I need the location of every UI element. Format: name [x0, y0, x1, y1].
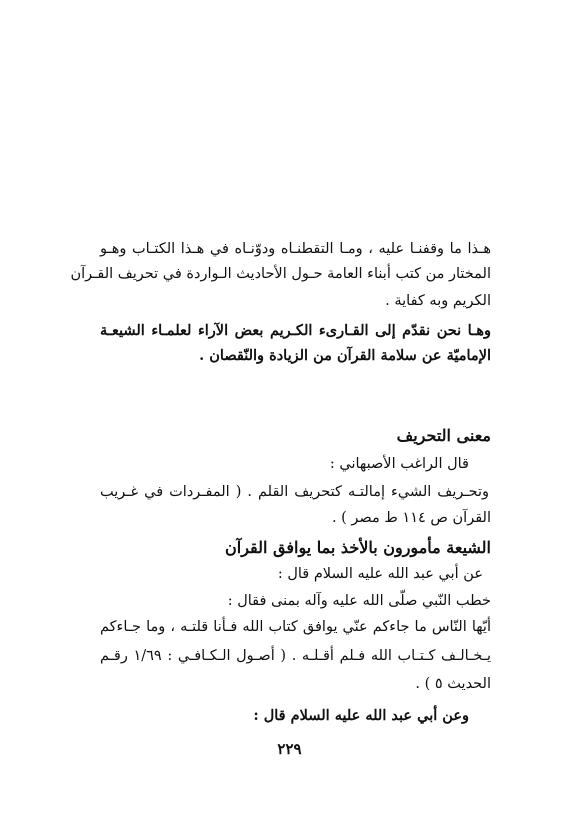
section-2-line-2: خطب النّبي صلّى الله عليه وآله بمنى فقال : — [227, 593, 491, 609]
paragraph-2-line-2: الإماميّة عن سلامة القرآن من الزيادة والنّقصان . — [199, 347, 491, 364]
section-2-line-1: عن أبي عبد الله عليه السلام قال : — [277, 566, 483, 582]
section-2-line-3: أيّها النّاس ما جاءكم عنّي يوافق كتاب الله فـأنا قلتـه ، وما جـاءكم — [100, 619, 491, 635]
section-1-line-3: القرآن ص ١١٤ ط مصر ) . — [331, 510, 491, 526]
paragraph-1-line-1: هـذا ما وقفنـا عليه ، ومـا التقطنـاه ودوّنـاه في هـذا الكتـاب وهـو — [100, 241, 491, 257]
section-2-heading: الشيعة مأمورون بالأخذ بما يوافق القرآن — [225, 538, 491, 557]
section-2-line-4: يـخـالـف كـتـاب الله فـلم أقـلـه . ( أصـول الـكـافـي : ١/٦٩ رقـم — [100, 648, 491, 664]
section-2-line-6: وعن أبي عبد الله عليه السلام قال : — [253, 707, 469, 724]
paragraph-1-line-3: الكريم وبه كفاية . — [385, 293, 491, 309]
section-1-line-1: قال الراغب الأصبهاني : — [329, 456, 469, 472]
page-number: ٢٢٩ — [277, 740, 302, 758]
section-1-line-2: وتحـريف الشيء إمالتـه كتحريف القلم . ( المفـردات في غـريب — [100, 484, 489, 500]
section-2-line-5: الحديث ٥ ) . — [415, 676, 491, 692]
section-1-heading: معنى التحريف — [396, 426, 491, 445]
paragraph-2-line-1: وهـا نحن نقدّم إلى القـارىء الكـريم بعض الآراء لعلمـاء الشيعـة — [100, 322, 491, 339]
paragraph-1-line-2: المختار من كتب أبناء العامة حـول الأحاديث الـواردة في تحريف القـرآن — [70, 266, 491, 282]
